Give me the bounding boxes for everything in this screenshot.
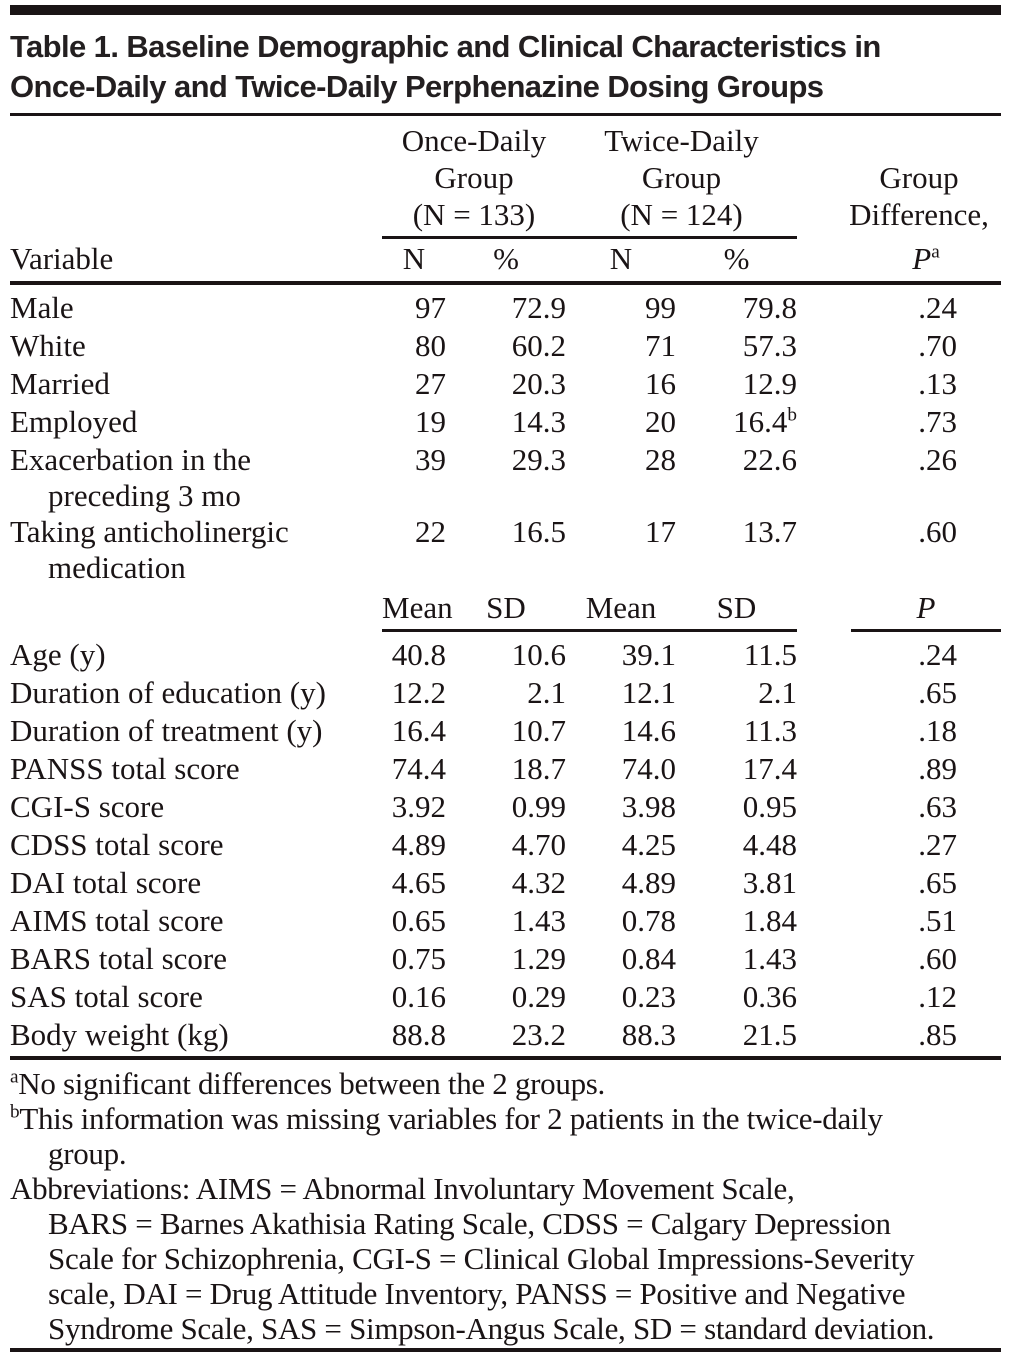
row-value: 39.1: [621, 637, 676, 672]
n-column-header-1: N: [402, 241, 426, 276]
table-title-line2: Once-Daily and Twice-Daily Perphenazine Dosing Groups: [10, 69, 824, 104]
row-label: CDSS total score: [10, 827, 224, 862]
p-header-cell: [797, 589, 1001, 632]
row-value: .70: [918, 328, 957, 363]
row-value: 74.4: [391, 751, 446, 786]
row-value: .24: [918, 290, 957, 325]
row-label: Duration of treatment (y): [10, 713, 323, 748]
row-value: 0.84: [621, 941, 676, 976]
row-value: .12: [918, 979, 957, 1014]
p-superscript-a: a: [931, 241, 940, 263]
row-label: DAI total score: [10, 865, 202, 900]
row-value: 10.6: [511, 637, 566, 672]
table-row: [10, 327, 1001, 365]
row-value: 1.84: [742, 903, 797, 938]
row-value: .60: [918, 514, 957, 549]
row-value: .26: [918, 442, 957, 477]
row-value: 3.81: [742, 865, 797, 900]
row-value: 40.8: [391, 637, 446, 672]
row-value: 4.65: [391, 865, 446, 900]
row-value: 79.8: [742, 290, 797, 325]
twice-daily-group-header: [566, 122, 797, 239]
row-value: 22.6: [742, 442, 797, 477]
row-value: 0.36: [742, 979, 797, 1014]
table-row: [10, 978, 1001, 1016]
p-label: P: [912, 241, 932, 276]
row-value: 0.29: [511, 979, 566, 1014]
table-title: [10, 27, 1001, 107]
row-value: 80: [415, 328, 446, 363]
row-value: 0.78: [621, 903, 676, 938]
row-value: .89: [918, 751, 957, 786]
footnote-line: Scale for Schizophrenia, CGI-S = Clinical Global Impressions-Severity: [48, 1241, 915, 1276]
row-value: 23.2: [511, 1017, 566, 1052]
table-row: [10, 674, 1001, 712]
footnote-line: BARS = Barnes Akathisia Rating Scale, CDSS = Calgary Depression: [48, 1206, 891, 1241]
row-value: 71: [645, 328, 676, 363]
table-row: [10, 365, 1001, 403]
row-value: 4.70: [511, 827, 566, 862]
row-value: .63: [918, 789, 957, 824]
bottom-rule: [10, 1348, 1001, 1352]
row-value: .60: [918, 941, 957, 976]
footnote-line: Syndrome Scale, SAS = Simpson-Angus Scale, SD = standard deviation.: [48, 1311, 935, 1346]
row-value: 16.5: [511, 514, 566, 549]
row-label: Age (y): [10, 637, 106, 672]
p-header: P: [851, 589, 1001, 632]
once-daily-mean-sd-header: [382, 589, 566, 632]
row-value: 74.0: [621, 751, 676, 786]
group2-line1: Twice-Daily: [604, 123, 759, 158]
group1-line2: Group: [434, 160, 514, 195]
column-header-row: [10, 239, 1001, 279]
table-row: [10, 940, 1001, 978]
row-value: 3.92: [391, 789, 446, 824]
footnote: [10, 1171, 1001, 1346]
row-label: Married: [10, 366, 110, 401]
table-row: [10, 712, 1001, 750]
row-label: Duration of education (y): [10, 675, 326, 710]
group1-line1: Once-Daily: [401, 123, 547, 158]
table-row: [10, 441, 1001, 513]
footnote: [10, 1066, 1001, 1101]
table-row: [10, 1016, 1001, 1054]
row-value: 0.95: [742, 789, 797, 824]
row-value: .27: [918, 827, 957, 862]
row-value: .18: [918, 713, 957, 748]
row-value: 20: [645, 404, 676, 439]
top-rule: [10, 5, 1001, 15]
diff-line2: Difference,: [849, 197, 989, 232]
n-column-header-2: N: [609, 241, 633, 276]
row-value: 16: [645, 366, 676, 401]
group2-line3: (N = 124): [620, 197, 743, 232]
footnote-line: group.: [48, 1136, 127, 1171]
row-value: 57.3: [742, 328, 797, 363]
mean-header-2: Mean: [585, 590, 657, 625]
row-value: 39: [415, 442, 446, 477]
row-value: 1.29: [511, 941, 566, 976]
row-value: 2.1: [758, 675, 797, 710]
row-value: 16.4: [391, 713, 446, 748]
row-value: 0.16: [391, 979, 446, 1014]
row-value: 12.9: [742, 366, 797, 401]
row-label: PANSS total score: [10, 751, 240, 786]
row-value: 0.99: [511, 789, 566, 824]
row-label: AIMS total score: [10, 903, 224, 938]
row-label-line2: medication: [48, 550, 186, 585]
row-value: 4.25: [621, 827, 676, 862]
footnote-marker: b: [10, 1101, 20, 1123]
sd-header-1: SD: [486, 590, 526, 625]
footnote: [10, 1101, 1001, 1171]
row-value: 0.23: [621, 979, 676, 1014]
group-difference-header: [797, 159, 1001, 239]
row-value: 4.89: [391, 827, 446, 862]
row-value: .65: [918, 865, 957, 900]
mean-sd-header-row: [10, 589, 1001, 632]
row-value: 99: [645, 290, 676, 325]
table-row: [10, 788, 1001, 826]
once-daily-group-header: [382, 122, 566, 239]
row-value: 2.1: [527, 675, 566, 710]
row-value: 12.1: [621, 675, 676, 710]
row-value: 11.5: [743, 637, 797, 672]
variable-column-header: Variable: [10, 241, 114, 276]
group1-line3: (N = 133): [412, 197, 536, 232]
row-value: 4.48: [742, 827, 797, 862]
footnote-line: Abbreviations: AIMS = Abnormal Involuntary Movement Scale,: [10, 1171, 795, 1206]
group-header-row: [10, 122, 1001, 239]
row-value: 17.4: [742, 751, 797, 786]
footnotes: [10, 1066, 1001, 1346]
row-value: 16.4$^b$: [733, 404, 797, 439]
table-row: [10, 513, 1001, 585]
row-value: 14.3: [511, 404, 566, 439]
row-value: 29.3: [511, 442, 566, 477]
footnote-marker: a: [10, 1066, 19, 1088]
row-label: Taking anticholinergic medication: [10, 513, 382, 585]
row-value: .65: [918, 675, 957, 710]
row-value: 4.32: [511, 865, 566, 900]
footnote-line: $^a$No significant differences between the 2 groups.: [10, 1066, 605, 1101]
pct-column-header-2: %: [723, 241, 750, 276]
row-value: 97: [415, 290, 446, 325]
row-value: 20.3: [511, 366, 566, 401]
row-label: Body weight (kg): [10, 1017, 229, 1052]
footnote-line: scale, DAI = Drug Attitude Inventory, PANSS = Positive and Negative: [48, 1276, 906, 1311]
row-value: 13.7: [742, 514, 797, 549]
row-label: SAS total score: [10, 979, 203, 1014]
pct-column-header-1: %: [493, 241, 519, 276]
table-row: [10, 636, 1001, 674]
row-value: .24: [918, 637, 957, 672]
row-value: 88.8: [391, 1017, 446, 1052]
count-rows-section: [10, 289, 1001, 585]
row-value: 18.7: [511, 751, 566, 786]
row-value: 0.75: [391, 941, 446, 976]
row-label: Exacerbation in the preceding 3 mo: [10, 441, 382, 513]
table-row: [10, 826, 1001, 864]
table-title-line1: Table 1. Baseline Demographic and Clinical Characteristics in: [10, 29, 881, 64]
row-value: 3.98: [621, 789, 676, 824]
row-value: 4.89: [621, 865, 676, 900]
row-value: .13: [918, 366, 957, 401]
row-value: 88.3: [621, 1017, 676, 1052]
row-value: .73: [918, 404, 957, 439]
footnote-line: $^b$This information was missing variables for 2 patients in the twice-daily: [10, 1101, 883, 1136]
mean-header-1: Mean: [382, 590, 453, 625]
table-row: [10, 864, 1001, 902]
row-value: 22: [415, 514, 446, 549]
row-value: 19: [415, 404, 446, 439]
row-value: 28: [645, 442, 676, 477]
row-value: 72.9: [511, 290, 566, 325]
table-row: [10, 902, 1001, 940]
row-label: Employed: [10, 404, 138, 439]
row-label-line2: preceding 3 mo: [48, 478, 241, 513]
row-label: BARS total score: [10, 941, 227, 976]
row-value: 21.5: [742, 1017, 797, 1052]
row-value: 1.43: [742, 941, 797, 976]
sd-header-2: SD: [716, 590, 757, 625]
table-row: [10, 403, 1001, 441]
row-value: 11.3: [743, 713, 797, 748]
row-value: .85: [918, 1017, 957, 1052]
twice-daily-mean-sd-header: [566, 589, 797, 632]
row-value: 1.43: [511, 903, 566, 938]
group2-line2: Group: [641, 160, 722, 195]
table-row: [10, 289, 1001, 327]
title-rule: [10, 113, 1001, 116]
p-column-header-cell: [797, 239, 1001, 279]
row-value: 10.7: [511, 713, 566, 748]
table-row: [10, 750, 1001, 788]
p-column-header: [851, 239, 1001, 279]
row-value: 0.65: [391, 903, 446, 938]
row-label: CGI-S score: [10, 789, 165, 824]
row-value: 17: [645, 514, 676, 549]
row-value: .51: [918, 903, 957, 938]
row-value: 27: [415, 366, 446, 401]
row-value: 12.2: [391, 675, 446, 710]
row-label: White: [10, 328, 86, 363]
diff-line1: Group: [879, 160, 959, 195]
body-bottom-rule: [10, 1056, 1001, 1060]
mean-rows-section: [10, 636, 1001, 1054]
row-value: 60.2: [511, 328, 566, 363]
row-value: 14.6: [621, 713, 676, 748]
header-rule: [10, 281, 1001, 285]
row-label: Male: [10, 290, 74, 325]
